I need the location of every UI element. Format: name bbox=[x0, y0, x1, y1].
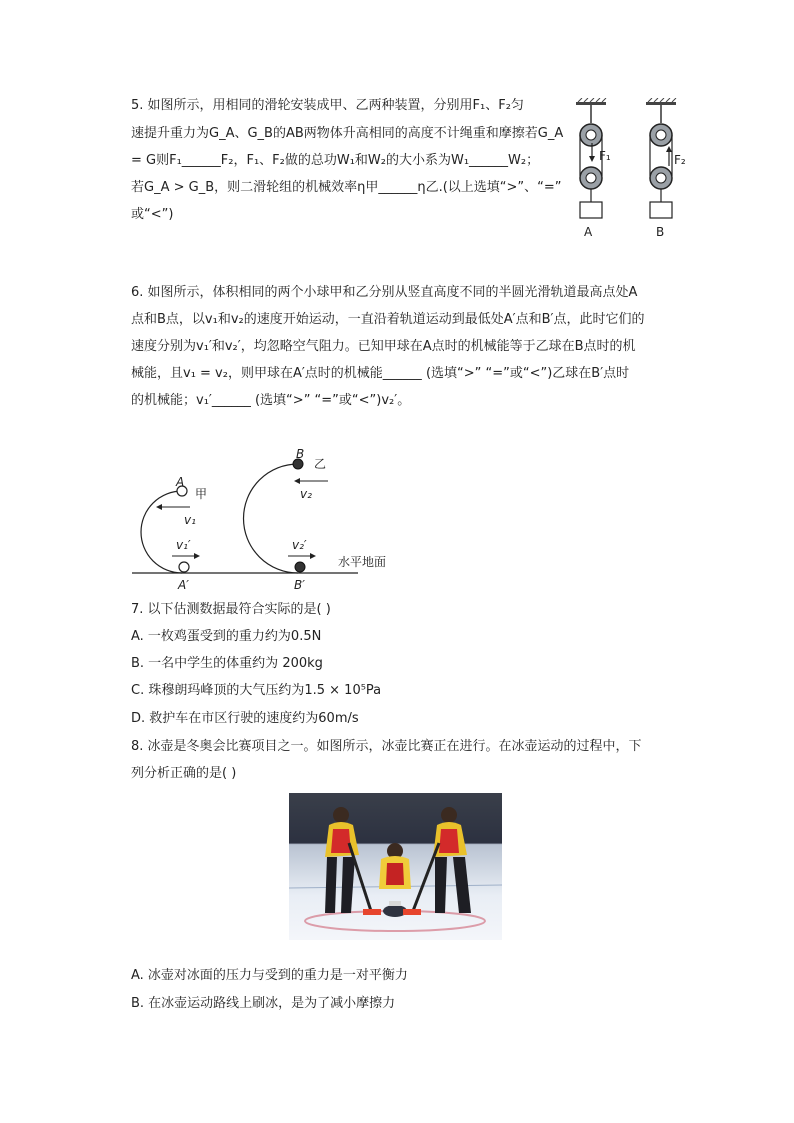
label-v1p: v₁′ bbox=[176, 538, 191, 552]
q8-option-a: A. 冰壶对冰面的压力与受到的重力是一对平衡力 bbox=[131, 968, 408, 983]
q5-line-5: 或“<”) bbox=[131, 207, 174, 222]
q7-option-a: A. 一枚鸡蛋受到的重力约为0.5N bbox=[131, 629, 322, 644]
track-large bbox=[244, 464, 299, 573]
q7-option-d: D. 救护车在市区行驶的速度约为60m/s bbox=[131, 711, 359, 726]
q6-line-3: 速度分别为v₁′和v₂′，均忽略空气阻力。已知甲球在A点时的机械能等于乙球在B点时的机 bbox=[131, 339, 636, 354]
pulley-figure bbox=[566, 98, 696, 238]
track-small bbox=[141, 491, 182, 573]
q5-line-2: 速提升重力为G_A、G_B的AB两物体升高相同的高度不计绳重和摩擦若G_A bbox=[131, 126, 564, 141]
label-ground: 水平地面 bbox=[338, 555, 387, 569]
q6-line-5: 的机械能；v₁′______ (选填“>” “=”或“<”)v₂′。 bbox=[131, 393, 411, 408]
label-v1: v₁ bbox=[184, 513, 196, 527]
label-bp: B′ bbox=[294, 578, 305, 592]
athlete-right bbox=[403, 807, 471, 915]
force-label-f1: F₁ bbox=[599, 149, 611, 163]
track-figure bbox=[130, 444, 410, 594]
label-yi: 乙 bbox=[314, 457, 327, 471]
force-label-f2: F₂ bbox=[674, 153, 686, 167]
label-jia: 甲 bbox=[195, 487, 208, 501]
q6-line-1: 6. 如图所示，体积相同的两个小球甲和乙分别从竖直高度不同的半圆光滑轨道最高点处A bbox=[131, 285, 638, 300]
pulley-label-a: A bbox=[584, 225, 593, 238]
q6-line-2: 点和B点，以v₁和v₂的速度开始运动，一直沿着轨道运动到最低处A′点和B′点，此时它们的 bbox=[131, 312, 645, 327]
q5-line-4: 若G_A > G_B，则二滑轮组的机械效率η甲______η乙.(以上选填“>”、“=” bbox=[131, 180, 562, 195]
pulley-system-a bbox=[576, 98, 611, 238]
q7-stem: 7. 以下估测数据最符合实际的是( ) bbox=[131, 602, 331, 617]
q7-option-c: C. 珠穆朗玛峰顶的大气压约为1.5 × 10⁵Pa bbox=[131, 683, 382, 698]
pulley-system-b bbox=[646, 98, 686, 238]
athlete-middle bbox=[379, 843, 411, 917]
athlete-left bbox=[325, 807, 381, 915]
q8-line-1: 8. 冰壶是冬奥会比赛项目之一。如图所示，冰壶比赛正在进行。在冰壶运动的过程中，下 bbox=[131, 739, 642, 754]
label-v2: v₂ bbox=[300, 487, 312, 501]
pulley-label-b: B bbox=[656, 225, 665, 238]
q8-line-2: 列分析正确的是( ) bbox=[131, 766, 237, 781]
q6-line-4: 械能，且v₁ = v₂，则甲球在A′点时的机械能______ (选填“>” “=”或“<”)乙球在B′点时 bbox=[131, 366, 630, 381]
q7-option-b: B. 一名中学生的体重约为 200kg bbox=[131, 656, 323, 671]
ball-yi-bottom bbox=[295, 562, 305, 572]
q5-line-3: = G则F₁______F₂，F₁、F₂做的总功W₁和W₂的大小系为W₁______W₂； bbox=[131, 153, 540, 168]
label-a: A bbox=[176, 475, 185, 489]
label-ap: A′ bbox=[178, 578, 189, 592]
q8-option-b: B. 在冰壶运动路线上刷冰，是为了减小摩擦力 bbox=[131, 996, 396, 1011]
curling-photo bbox=[289, 793, 502, 940]
ball-jia-bottom bbox=[179, 562, 189, 572]
label-b: B bbox=[296, 447, 305, 461]
q5-line-1: 5. 如图所示，用相同的滑轮安装成甲、乙两种装置，分别用F₁、F₂匀 bbox=[131, 98, 524, 113]
label-v2p: v₂′ bbox=[292, 538, 307, 552]
